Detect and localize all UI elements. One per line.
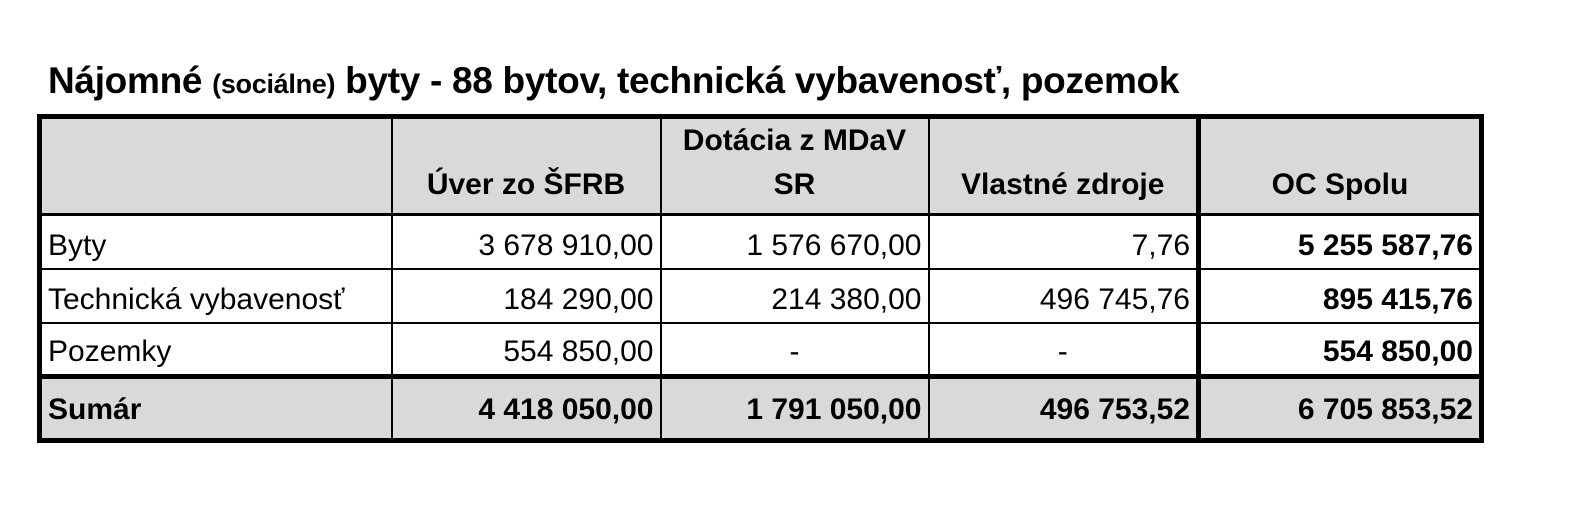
cell-dotacia: - [661,323,929,377]
page-title [48,56,1179,109]
title-parenthetical: (sociálne) [212,69,336,99]
cell-vlastne-zdroje: 7,76 [929,215,1199,269]
header-dotacia: Dotácia z MDaV SR [661,117,929,215]
table-row [40,323,1482,377]
header-uver: Úver zo ŠFRB [392,117,661,215]
cell-uver: 3 678 910,00 [392,215,661,269]
table-row [40,269,1482,323]
row-label: Byty [40,215,392,269]
header-cell-empty [40,117,392,215]
financing-table [37,114,1484,443]
table-header-row [40,117,1482,215]
cell-oc-spolu: 554 850,00 [1199,323,1482,377]
title-rest: byty - 88 bytov, technická vybavenosť, pozemok [335,60,1180,101]
cell-uver: 554 850,00 [392,323,661,377]
table-row [40,215,1482,269]
title-main: Nájomné [48,60,213,101]
cell-vlastne-zdroje: 496 745,76 [929,269,1199,323]
row-label: Technická vybavenosť [40,269,392,323]
sum-uver: 4 418 050,00 [392,377,661,441]
table-sum-row [40,377,1482,441]
header-oc-spolu: OC Spolu [1199,117,1482,215]
header-vlastne-zdroje: Vlastné zdroje [929,117,1199,215]
sum-vlastne-zdroje: 496 753,52 [929,377,1199,441]
sum-label: Sumár [40,377,392,441]
cell-oc-spolu: 895 415,76 [1199,269,1482,323]
cell-oc-spolu: 5 255 587,76 [1199,215,1482,269]
cell-dotacia: 1 576 670,00 [661,215,929,269]
sum-oc-spolu: 6 705 853,52 [1199,377,1482,441]
sum-dotacia: 1 791 050,00 [661,377,929,441]
row-label: Pozemky [40,323,392,377]
cell-dotacia: 214 380,00 [661,269,929,323]
cell-vlastne-zdroje: - [929,323,1199,377]
cell-uver: 184 290,00 [392,269,661,323]
